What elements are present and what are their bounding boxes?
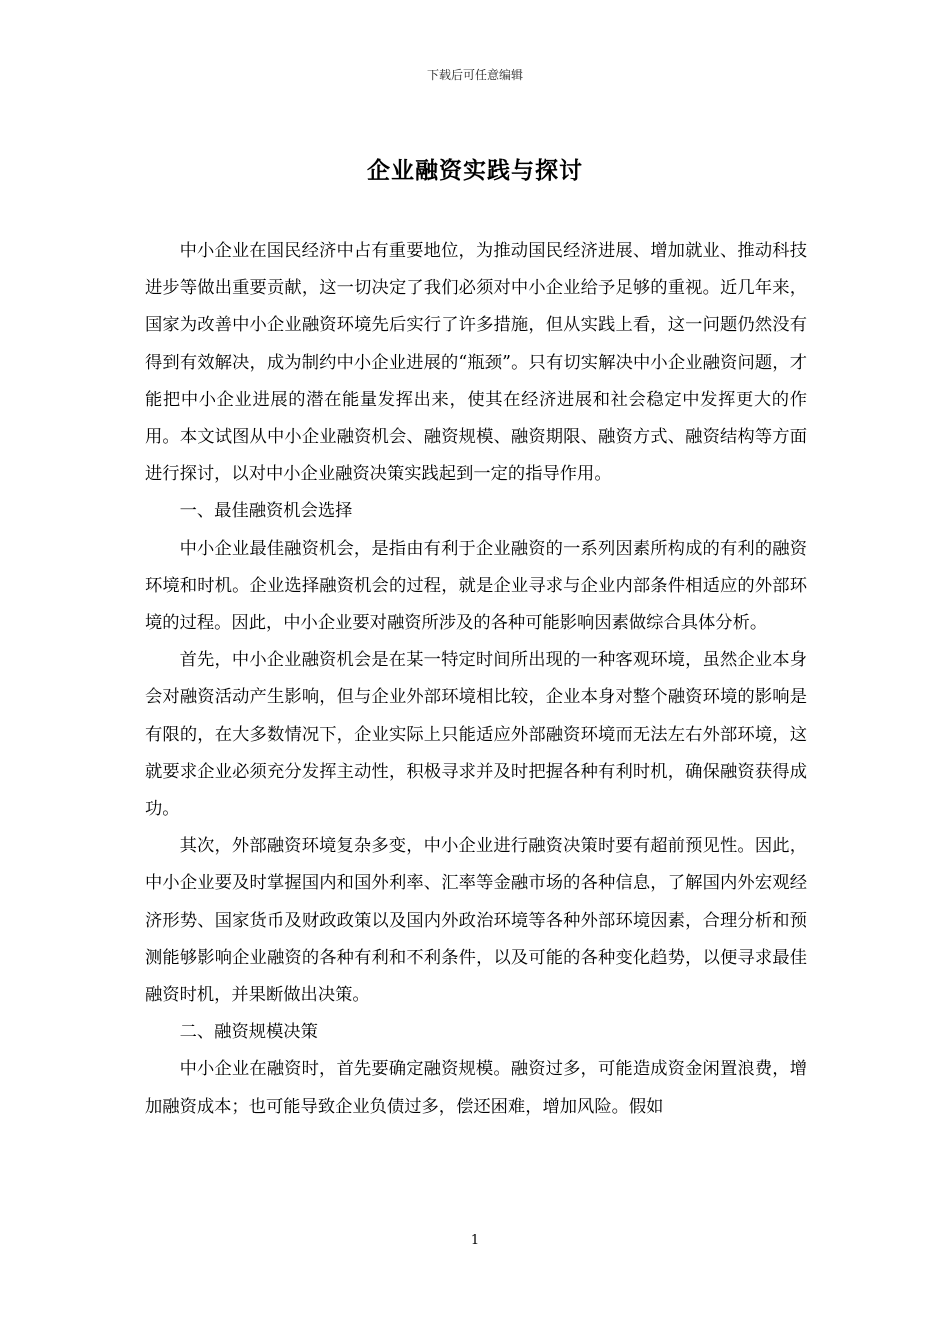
page-number: 1: [470, 1233, 480, 1248]
document-title: 企业融资实践与探讨: [367, 157, 583, 184]
section-heading-2: 二、融资规模决策: [179, 1022, 318, 1043]
section-heading-1: 一、最佳融资机会选择: [179, 501, 353, 522]
section1-paragraph-3: 其次，外部融资环境复杂多变，中小企业进行融资决策时要有超前预见性。因此，中小企业要及时掌握国内和国外利率、汇率等金融市场的各种信息，了解国内外宏观经济形势、国家货币及财政政策以及国内外政治环境等各种外部环境因素，合理分析和预测能够影响企业融资的各种有利和不利条件，以及可能的各种变化趋势，以便寻求最佳融资时机，并果断做出决策。: [145, 836, 807, 1006]
section2-paragraph-1: 中小企业在融资时，首先要确定融资规模。融资过多，可能造成资金闲置浪费，增加融资成本；也可能导致企业负债过多，偿还困难，增加风险。假如: [145, 1059, 807, 1117]
intro-paragraph: 中小企业在国民经济中占有重要地位，为推动国民经济进展、增加就业、推动科技进步等做出重要贡献，这一切决定了我们必须对中小企业给予足够的重视。近几年来，国家为改善中小企业融资环境先后实行了许多措施，但从实践上看，这一问题仍然没有得到有效解决，成为制约中小企业进展的“瓶颈”。只有切实解决中小企业融资问题，才能把中小企业进展的潜在能量发挥出来，使其在经济进展和社会稳定中发挥更大的作用。本文试图从中小企业融资机会、融资规模、融资期限、融资方式、融资结构等方面进行探讨，以对中小企业融资决策实践起到一定的指导作用。: [145, 241, 807, 485]
section1-paragraph-2: 首先，中小企业融资机会是在某一特定时间所出现的一种客观环境，虽然企业本身会对融资活动产生影响，但与企业外部环境相比较，企业本身对整个融资环境的影响是有限的，在大多数情况下，企业实际上只能适应外部融资环境而无法左右外部环境，这就要求企业必须充分发挥主动性，积极寻求并及时把握各种有利时机，确保融资获得成功。: [145, 650, 807, 820]
section1-paragraph-1: 中小企业最佳融资机会，是指由有利于企业融资的一系列因素所构成的有利的融资环境和时机。企业选择融资机会的过程，就是企业寻求与企业内部条件相适应的外部环境的过程。因此，中小企业要对融资所涉及的各种可能影响因素做综合具体分析。: [145, 538, 807, 634]
document-body: [145, 233, 807, 1126]
header-note: 下载后可任意编辑: [426, 68, 523, 82]
